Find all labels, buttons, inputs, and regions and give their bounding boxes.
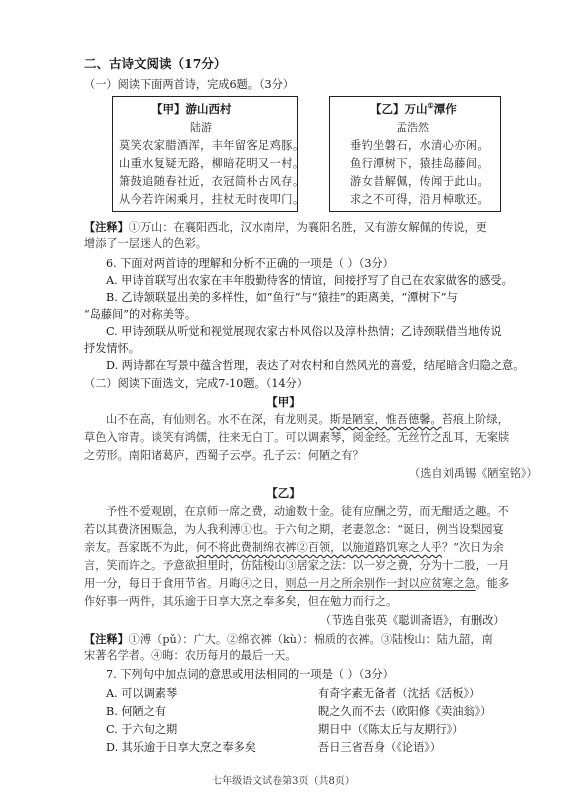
text-jia-tag: 【甲】 (266, 395, 301, 409)
jia-line-1a: 山不在高，有仙则名。水不在深，有龙则灵。 (106, 413, 330, 426)
note1-text: ①万山：在襄阳西北，汉水南岸，为襄阳名胜，又有游女解佩的传说，更 (128, 221, 487, 234)
note2-line2: 宋著名学者。④晦：农历每月的最后一天。 (84, 649, 297, 662)
q7-stem: 7. 下列句中加点词的意思或用法相同的一项是（ ）（3分） (106, 668, 394, 681)
q7-row-d-right: 吾日三省吾身（《论语》） (318, 741, 442, 754)
yi-line-3c: ？”次日为余 (442, 541, 504, 554)
poem-b-author: 孟浩然 (396, 121, 429, 134)
part1-intro: （一）阅读下面两首诗，完成6题。（3分） (84, 78, 295, 91)
yi-line-3 (84, 540, 504, 556)
note2-label: 【注释】 (84, 632, 129, 646)
q6-option-a: A. 甲诗首联写出农家在丰年殷勤待客的情谊，间接抒写了自己在农家做客的感受。 (106, 274, 513, 287)
poem-b-title-tail: 潭作 (433, 102, 457, 116)
poem-a-title: 【甲】游山西村 (151, 102, 232, 116)
yi-line-5c: 。能多 (475, 577, 510, 590)
poem-a-line-4: 从今若许闲乘月，拄杖无时夜叩门。 (119, 193, 305, 206)
yi-line-1: 予性不爱观剧，在京师一席之费，动逾数十金。徒有应酬之劳，而无酣适之趣。不 (106, 505, 509, 518)
poem-a-line-2: 山重水复疑无路，柳暗花明又一村。 (119, 157, 305, 170)
page-footer: 七年级语文试卷第3页（共8页） (212, 776, 355, 787)
q6-option-b-cont: “岛藤间”的对称美等。 (84, 308, 197, 321)
q6-option-b: B. 乙诗颔联显出美的多样性，如“鱼行”与“猿挂”的距离美，“潭树下”与 (106, 291, 458, 304)
yi-source: （节选自张英《聪训斋语》，有删改） (320, 614, 505, 627)
note2-text: ①溥（pǔ）：广大。②绵衣裤（kù）：棉质的衣裤。③陆梭山：陆九韶，南 (128, 633, 493, 646)
section-heading: 二、古诗文阅读（17分） (84, 56, 227, 71)
q7-row-a-left: A. 可以调素琴 (106, 687, 178, 700)
poem-b-line-3: 游女昔解佩，传闻于此山。 (350, 175, 490, 188)
poem-b-title (370, 101, 457, 117)
poem-b-box (329, 96, 501, 212)
poem-b-line-1: 垂钓坐磐石，水清心亦闲。 (350, 139, 490, 152)
note2-line1 (84, 631, 493, 648)
jia-underlined-phrase: 斯是陋室，惟吾德馨。 (329, 413, 442, 426)
note1-line1 (84, 219, 487, 236)
yi-underlined-sentence-1: 何不将此费制绵衣裤②百领，以施道路饥寒之人乎 (195, 541, 443, 554)
yi-line-6: 作好事一两件，其乐逾于日享大烹之奉多矣，但在勉力而行之。 (84, 595, 398, 608)
poem-a-line-1: 莫笑农家腊酒浑，丰年留客足鸡豚。 (119, 139, 305, 152)
yi-line-5 (84, 576, 509, 592)
note1-label: 【注释】 (84, 220, 129, 234)
q7-row-b-left: B. 何陋之有 (106, 705, 167, 718)
yi-line-5a: 用一分，每日于食用节省。月晦④之日， (84, 577, 286, 590)
q7-row-b-right: 睨之久而不去（欧阳修《卖油翁》） (318, 705, 492, 718)
jia-line-1 (106, 412, 509, 428)
poem-b-title-main: 【乙】万山 (370, 102, 428, 116)
part2-intro: （二）阅读下面选文，完成7-10题。（14分） (84, 377, 308, 390)
q7-row-a-right: 有奇字素无备者（沈括《活板》） (318, 687, 481, 700)
q6-option-d: D. 两诗都在写景中蕴含哲理，表达了对农村和自然风光的喜爱，结尾暗含归隐之意。 (106, 359, 525, 372)
poem-b-line-2: 鱼行潭树下，猿挂岛藤间。 (350, 157, 490, 170)
poem-b-title-mark: ① (427, 101, 434, 111)
jia-line-3: 之劳形。南阳诸葛庐，西蜀子云亭。孔子云：何陋之有？ (84, 449, 364, 462)
yi-line-3a: 亲友。吾家既不为此， (84, 541, 196, 554)
note1-line2: 增添了一层迷人的色彩。 (84, 237, 208, 250)
poem-b-line-4: 求之不可得，沿月棹歌还。 (350, 193, 490, 206)
yi-line-4: 言，笑而许之。予意欲担里时，仿陆梭山③居家之法：以一岁之费，分为十二股，一月 (84, 559, 510, 572)
q7-row-c-left: C. 于六旬之期 (106, 723, 178, 736)
jia-source: （选自刘禹锡《陋室铭》） (409, 467, 538, 480)
yi-line-2: 若以其费济困赈急，为人我利溥①也。于六旬之期，老妻忽念：“诞日，例当设梨园宴 (84, 523, 504, 536)
q7-row-c-right: 期日中（《陈太丘与友期行》） (318, 723, 464, 736)
yi-underlined-sentence-2: 则总一月之所余别作一封以应贫寒之急 (285, 577, 476, 590)
poem-a-box (112, 96, 305, 212)
q7-row-d-left: D. 其乐逾于日享大烹之奉多矣 (106, 741, 256, 754)
poem-a-line-3: 箫鼓追随春社近，衣冠简朴古风存。 (119, 175, 305, 188)
poem-a-author: 陆游 (190, 121, 212, 134)
q6-option-c-cont: 抒发情怀。 (84, 342, 140, 355)
q6-stem: 6. 下面对两首诗的理解和分析不正确的一项是（ ）（3分） (106, 257, 394, 270)
q6-option-c: C. 甲诗颈联从听觉和视觉展现农家古朴风俗以及淳朴热情；乙诗颈联借当地传说 (106, 325, 502, 338)
jia-line-2: 草色入帘青。谈笑有鸿儒，往来无白丁。可以调素琴，阅金经。无丝竹之乱耳，无案牍 (84, 431, 510, 444)
jia-line-1c: 苔痕上阶绿， (441, 413, 509, 426)
text-yi-tag: 【乙】 (266, 486, 301, 500)
